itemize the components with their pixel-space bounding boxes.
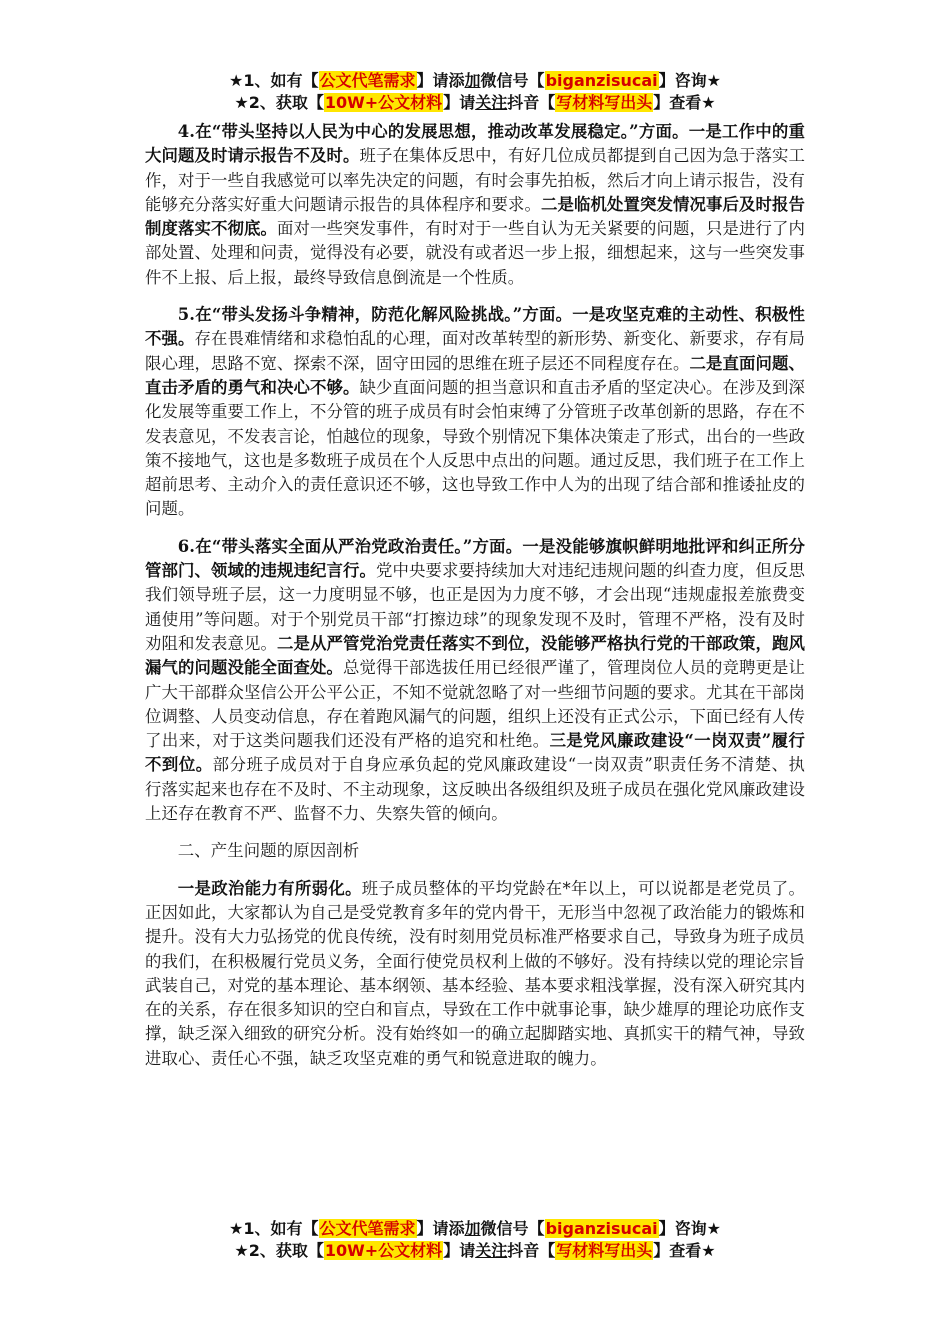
promo-banner-top (0, 70, 950, 114)
document-body (145, 120, 805, 1071)
promo-line-1: ★1、如有【公文代笔需求】请添加微信号【biganzisucai】咨询★ (229, 71, 721, 90)
highlight-douyin: 写材料写出头 (556, 93, 653, 112)
highlight-douyin: 写材料写出头 (556, 1241, 653, 1260)
promo-banner-bottom (0, 1218, 950, 1262)
promo-line-2: ★2、获取【10W+公文材料】请关注抖音【写材料写出头】查看★ (234, 1241, 716, 1260)
promo-line-1: ★1、如有【公文代笔需求】请添加微信号【biganzisucai】咨询★ (229, 1219, 721, 1238)
highlight-materials: 10W+公文材料 (324, 93, 443, 112)
highlight-service: 公文代笔需求 (319, 71, 416, 90)
paragraph-5: 5.在“带头发扬斗争精神，防范化解风险挑战。”方面。一是攻坚克难的主动性、积极性不强。存在畏难情绪和求稳怕乱的心理，面对改革转型的新形势、新变化、新要求，存有局限心理，思路不宽、探索不深，固守田园的思维在班子层还不同程度存在。二是直面问题、直击矛盾的勇气和决心不够。缺少直面问题的担当意识和直击矛盾的坚定决心。在涉及到深化发展等重要工作上，不分管的班子成员有时会怕束缚了分管班子改革创新的思路，存在不发表意见，不发表言论，怕越位的现象，导致个别情况下集体决策走了形式，出台的一些政策不接地气，这也是多数班子成员在个人反思中点出的问题。通过反思，我们班子在工作上超前思考、主动介入的责任意识还不够，这也导致工作中人为的出现了结合部和推诿扯皮的问题。 (145, 305, 805, 519)
highlight-wechat-id: biganzisucai (545, 1219, 658, 1238)
section-heading: 二、产生问题的原因剖析 (177, 841, 360, 861)
promo-line-2: ★2、获取【10W+公文材料】请关注抖音【写材料写出头】查看★ (234, 93, 716, 112)
paragraph-6: 6.在“带头落实全面从严治党政治责任。”方面。一是没能够旗帜鲜明地批评和纠正所分管部门、领域的违规违纪言行。党中央要求要持续加大对违纪违规问题的纠查力度，但反思我们领导班子层，这一力度明显不够，也正是因为力度不够，才会出现“违规虚报差旅费变通使用”等问题。对于个别党员干部“打擦边球”的现象发现不及时，管理不严格，没有及时劝阻和发表意见。二是从严管党治党责任落实不到位，没能够严格执行党的干部政策，跑风漏气的问题没能全面查处。总觉得干部选拔任用已经很严谨了，管理岗位人员的竞聘更是让广大干部群众坚信公开公平公正，不知不觉就忽略了对一些细节问题的要求。尤其在干部岗位调整、人员变动信息，存在着跑风漏气的问题，组织上还没有正式公示，下面已经有人传了出来，对于这类问题我们还没有严格的追究和杜绝。三是党风廉政建设“一岗双责”履行不到位。部分班子成员对于自身应承负起的党风廉政建设“一岗双责”职责任务不清楚、执行落实起来也存在不及时、不主动现象，这反映出各级组织及班子成员在强化党风廉政建设上还存在教育不严、监督不力、失察失管的倾向。 (145, 536, 806, 824)
highlight-service: 公文代笔需求 (319, 1219, 416, 1238)
paragraph-7: 一是政治能力有所弱化。班子成员整体的平均党龄在*年以上，可以说都是老党员了。正因如此，大家都认为自己是受党教育多年的党内骨干，无形当中忽视了政治能力的锻炼和提升。没有大力弘扬党的优良传统，没有时刻用党员标准严格要求自己，导致身为班子成员的我们，在积极履行党员义务，全面行使党员权利上做的不够好。没有持续以党的理论宗旨武装自己，对党的基本理论、基本纲领、基本经验、基本要求粗浅掌握，没有深入研究其内在的关系，存在很多知识的空白和盲点，导致在工作中就事论事，缺少雄厚的理论功底作支撑，缺乏深入细致的研究分析。没有始终如一的确立起脚踏实地、真抓实干的精气神，导致进取心、责任心不强，缺乏攻坚克难的勇气和锐意进取的魄力。 (145, 878, 805, 1068)
highlight-materials: 10W+公文材料 (324, 1241, 443, 1260)
highlight-wechat-id: biganzisucai (545, 71, 658, 90)
paragraph-4: 4.在“带头坚持以人民为中心的发展思想，推动改革发展稳定。”方面。一是工作中的重大问题及时请示报告不及时。班子在集体反思中，有好几位成员都提到自己因为急于落实工作，对于一些自我感觉可以率先决定的问题，有时会事先拍板，然后才向上请示报告，没有能够充分落实好重大问题请示报告的具体程序和要求。二是临机处置突发情况事后及时报告制度落实不彻底。面对一些突发事件，有时对于一些自认为无关紧要的问题，只是进行了内部处置、处理和问责，觉得没有必要，就没有或者迟一步上报，细想起来，这与一些突发事件不上报、后上报，最终导致信息倒流是一个性质。 (145, 122, 805, 287)
